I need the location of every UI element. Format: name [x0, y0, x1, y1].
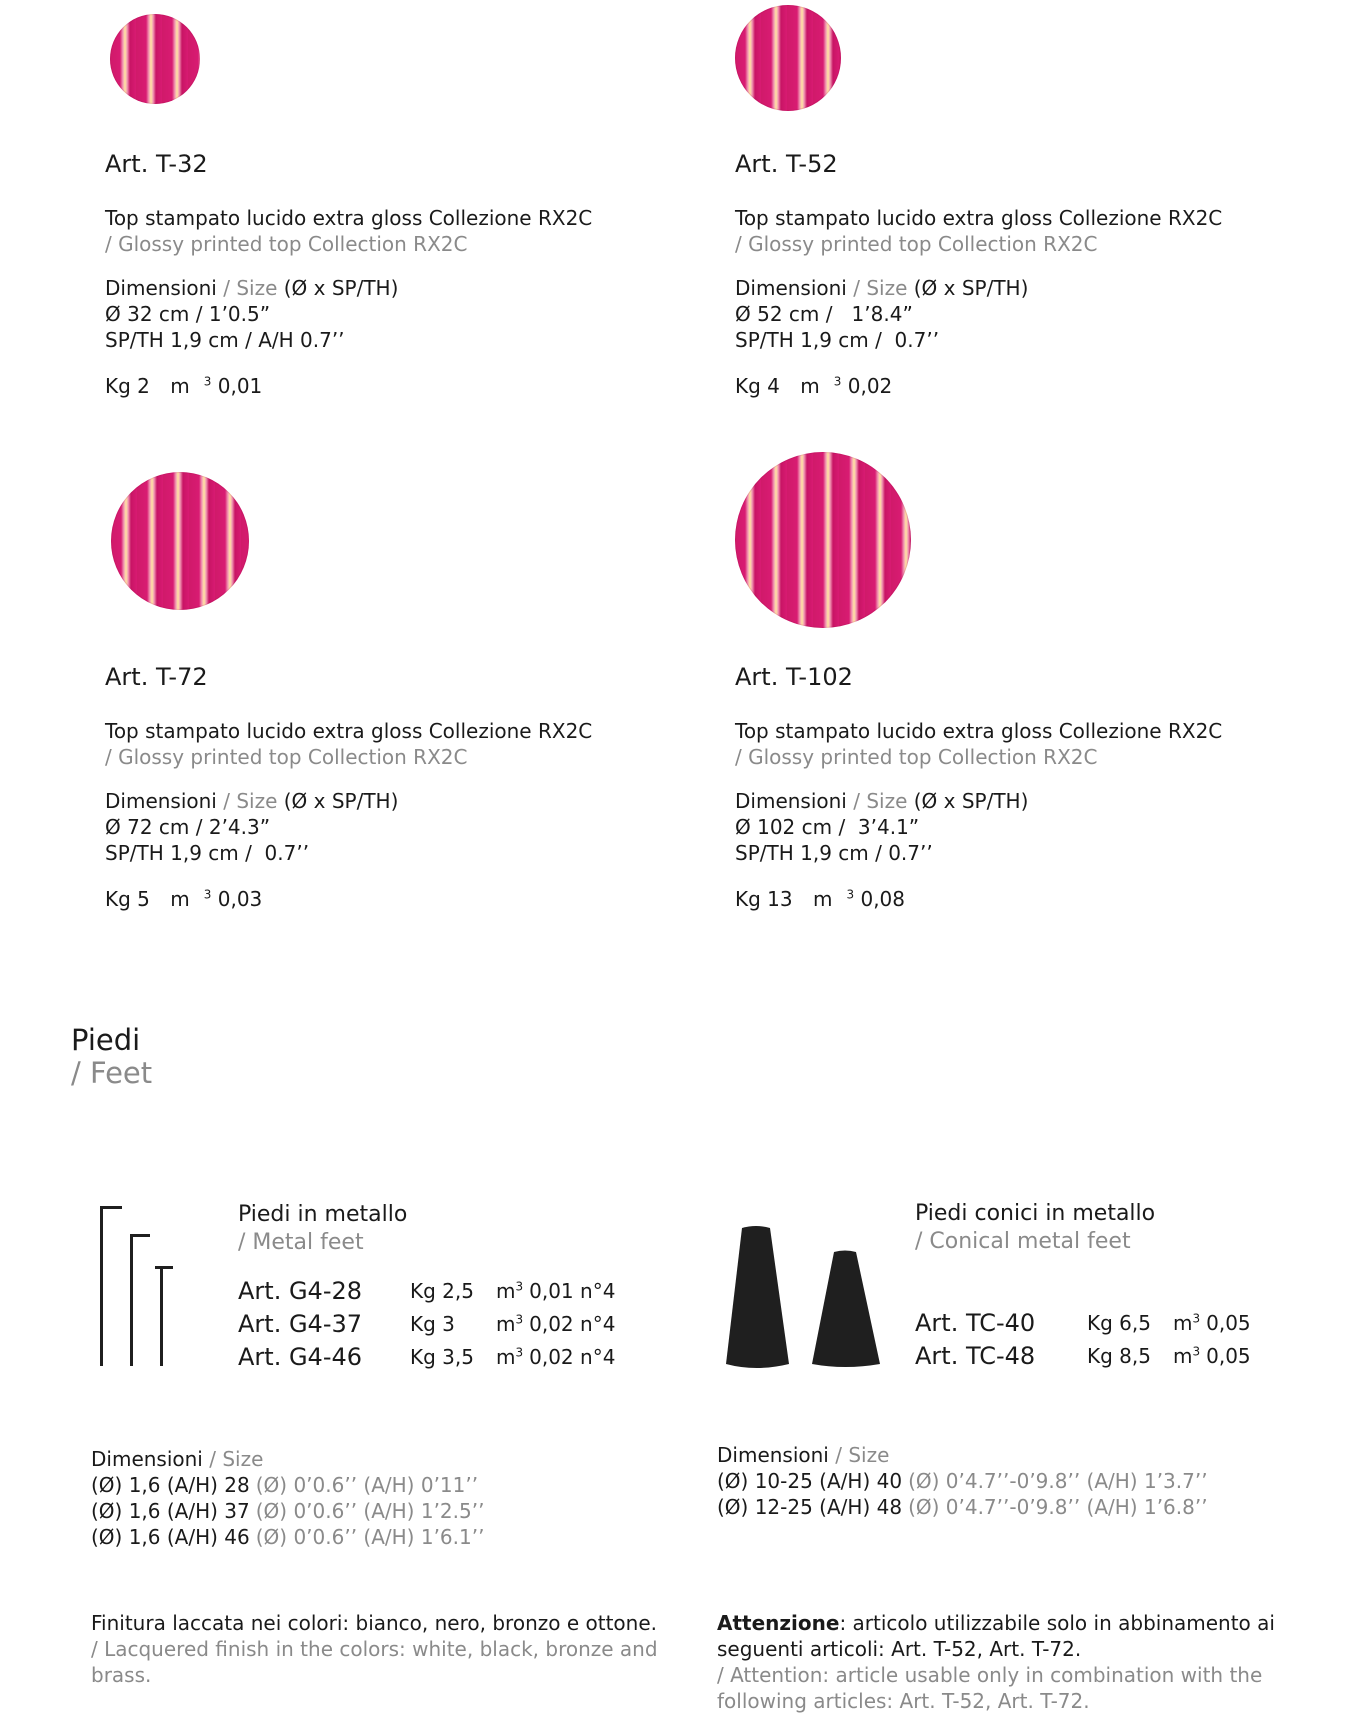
product-image-t32 [110, 14, 200, 104]
size-metric: (Ø) 1,6 (A/H) 46 [91, 1525, 250, 1549]
volume: m $^3$ 0,01 [170, 374, 263, 398]
metal-feet-title-it: Piedi in metallo [238, 1202, 408, 1227]
size-line [91, 1524, 484, 1550]
dimensions-label [105, 275, 398, 301]
size-imperial: (Ø) 0’0.6’’ (A/H) 1’2.5’’ [255, 1499, 485, 1523]
feet-row [238, 1274, 615, 1307]
size-metric: (Ø) 12-25 (A/H) 48 [717, 1495, 903, 1519]
finish-it: Finitura laccata nei colori: bianco, nero, bronzo e ottone. [91, 1611, 657, 1635]
dim-label-it: Dimensioni [735, 789, 847, 813]
product-image-t72 [111, 472, 249, 610]
dim-line-thickness: SP/TH 1,9 cm / A/H 0.7’’ [105, 328, 345, 352]
feet-row [915, 1339, 1251, 1372]
description-en: / Glossy printed top Collection RX2C [105, 745, 468, 769]
dim-unit: (Ø x SP/TH) [283, 789, 399, 813]
product-weight-volume [105, 374, 290, 398]
feet-row [238, 1307, 615, 1340]
section-title-feet [71, 1024, 152, 1090]
product-description [105, 205, 592, 257]
size-imperial: (Ø) 0’0.6’’ (A/H) 1’6.1’’ [255, 1525, 485, 1549]
feet-volume: $m^3$ 0,02 n°4 [496, 1311, 616, 1336]
size-metric: (Ø) 10-25 (A/H) 40 [717, 1469, 903, 1493]
product-card-t72 [105, 460, 665, 920]
dim-label-en: / Size [223, 789, 278, 813]
description-it: Top stampato lucido extra gloss Collezione RX2C [105, 719, 593, 743]
dim-label-it: Dimensioni [735, 276, 847, 300]
product-card-t52 [735, 0, 1295, 420]
product-dimensions [735, 788, 1028, 866]
conical-feet-title [915, 1200, 1155, 1256]
dimensions-label [105, 788, 398, 814]
feet-volume: $m^3$ 0,05 [1173, 1310, 1251, 1335]
feet-weight: Kg 2,5 [410, 1278, 474, 1303]
dimensions-label [735, 275, 1028, 301]
volume: m $^3$ 0,08 [812, 887, 905, 911]
product-card-t32 [105, 0, 665, 420]
sizes-label-it: Dimensioni [717, 1443, 829, 1467]
finish-en: / Lacquered finish in the colors: white, black, bronze and brass. [91, 1637, 658, 1687]
metal-feet-table [238, 1274, 615, 1373]
size-imperial: (Ø) 0’0.6’’ (A/H) 0’11’’ [255, 1473, 479, 1497]
product-title: Art. T-32 [105, 150, 208, 178]
sizes-label [717, 1442, 1208, 1468]
metal-feet-illustration [95, 1200, 185, 1370]
product-image-t102 [735, 452, 911, 628]
size-line [717, 1468, 1208, 1494]
metal-feet-title [238, 1201, 407, 1257]
product-description [105, 718, 592, 770]
feet-art-code: Art. G4-37 [238, 1309, 363, 1338]
description-en: / Glossy printed top Collection RX2C [105, 232, 468, 256]
volume: m $^3$ 0,02 [800, 374, 893, 398]
product-weight-volume [735, 887, 933, 911]
sizes-label-it: Dimensioni [91, 1447, 203, 1471]
feet-art-code: Art. TC-40 [915, 1308, 1036, 1337]
product-card-t102 [735, 450, 1295, 920]
dim-line-thickness: SP/TH 1,9 cm / 0.7’’ [105, 841, 310, 865]
description-en: / Glossy printed top Collection RX2C [735, 232, 1098, 256]
dim-unit: (Ø x SP/TH) [913, 789, 1029, 813]
metal-feet-title-en: / Metal feet [238, 1230, 364, 1255]
conical-feet-table [915, 1306, 1251, 1372]
product-image-t52 [735, 5, 841, 111]
size-metric: (Ø) 1,6 (A/H) 28 [91, 1473, 250, 1497]
dim-line-thickness: SP/TH 1,9 cm / 0.7’’ [735, 841, 933, 865]
product-title: Art. T-52 [735, 150, 838, 178]
conical-feet-attention [717, 1610, 1287, 1714]
weight: Kg 5 [105, 887, 150, 911]
description-it: Top stampato lucido extra gloss Collezione RX2C [105, 206, 593, 230]
volume: m $^3$ 0,03 [170, 887, 263, 911]
cone-foot-large [726, 1226, 789, 1368]
weight: Kg 13 [735, 887, 793, 911]
attention-text: : articolo utilizzabile solo in abbinamento ai seguenti articoli: Art. T-52, Art. T-72. [717, 1611, 1275, 1661]
feet-row [915, 1306, 1251, 1339]
dim-line-diameter: Ø 72 cm / 2’4.3” [105, 815, 271, 839]
description-it: Top stampato lucido extra gloss Collezione RX2C [735, 206, 1223, 230]
sizes-label [91, 1446, 484, 1472]
dim-line-thickness: SP/TH 1,9 cm / 0.7’’ [735, 328, 940, 352]
dim-line-diameter: Ø 52 cm / 1’8.4” [735, 302, 913, 326]
conical-feet-sizes [717, 1442, 1208, 1520]
feet-art-code: Art. TC-48 [915, 1341, 1036, 1370]
dim-label-en: / Size [853, 789, 908, 813]
size-imperial: (Ø) 0’4.7’’-0’9.8’’ (A/H) 1’3.7’’ [908, 1469, 1208, 1493]
product-dimensions [105, 275, 398, 353]
feet-art-code: Art. G4-28 [238, 1276, 363, 1305]
sizes-label-en: / Size [835, 1443, 890, 1467]
dim-label-en: / Size [853, 276, 908, 300]
feet-volume: $m^3$ 0,02 n°4 [496, 1344, 616, 1369]
conical-feet-title-it: Piedi conici in metallo [915, 1201, 1156, 1226]
product-dimensions [105, 788, 398, 866]
conical-feet-illustration [720, 1220, 890, 1370]
feet-weight: Kg 6,5 [1087, 1310, 1151, 1335]
feet-volume: $m^3$ 0,05 [1173, 1343, 1251, 1368]
feet-volume: $m^3$ 0,01 n°4 [496, 1278, 616, 1303]
feet-art-code: Art. G4-46 [238, 1342, 363, 1371]
description-en: / Glossy printed top Collection RX2C [735, 745, 1098, 769]
conical-feet-title-en: / Conical metal feet [915, 1229, 1131, 1254]
description-it: Top stampato lucido extra gloss Collezione RX2C [735, 719, 1223, 743]
dimensions-label [735, 788, 1028, 814]
size-line [91, 1498, 484, 1524]
feet-weight: Kg 3,5 [410, 1344, 474, 1369]
product-title: Art. T-102 [735, 663, 853, 691]
weight: Kg 2 [105, 374, 150, 398]
dim-label-it: Dimensioni [105, 276, 217, 300]
section-title-it: Piedi [71, 1023, 141, 1057]
section-title-en: / Feet [71, 1056, 153, 1090]
product-dimensions [735, 275, 1028, 353]
size-line [91, 1472, 484, 1498]
cone-foot-small [812, 1251, 880, 1368]
product-weight-volume [735, 374, 920, 398]
dim-label-en: / Size [223, 276, 278, 300]
product-title: Art. T-72 [105, 663, 208, 691]
weight: Kg 4 [735, 374, 780, 398]
size-imperial: (Ø) 0’4.7’’-0’9.8’’ (A/H) 1’6.8’’ [908, 1495, 1208, 1519]
feet-weight: Kg 8,5 [1087, 1343, 1151, 1368]
dim-line-diameter: Ø 102 cm / 3’4.1” [735, 815, 920, 839]
attention-label: Attenzione [717, 1611, 840, 1635]
size-line [717, 1494, 1208, 1520]
dim-label-it: Dimensioni [105, 789, 217, 813]
product-weight-volume [105, 887, 290, 911]
metal-feet-sizes [91, 1446, 484, 1550]
size-metric: (Ø) 1,6 (A/H) 37 [91, 1499, 250, 1523]
product-description [735, 205, 1222, 257]
metal-feet-finish [91, 1610, 661, 1688]
product-description [735, 718, 1222, 770]
feet-weight: Kg 3 [410, 1311, 455, 1336]
sizes-label-en: / Size [209, 1447, 264, 1471]
attention-it [717, 1610, 1287, 1662]
attention-en: / Attention: article usable only in combination with the following articles: Art. T-52, Art. T-72. [717, 1663, 1263, 1713]
dim-line-diameter: Ø 32 cm / 1’0.5” [105, 302, 271, 326]
feet-row [238, 1340, 615, 1373]
dim-unit: (Ø x SP/TH) [913, 276, 1029, 300]
dim-unit: (Ø x SP/TH) [283, 276, 399, 300]
